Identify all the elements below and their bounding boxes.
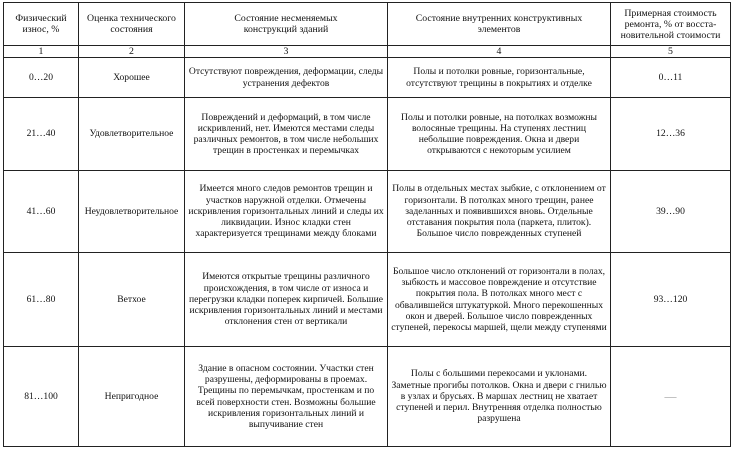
table-row [4, 347, 731, 447]
bearing-cell: Имеются открытые трещины различного происхождения, в том числе от износа и перегрузки кладки поперек кирпичей. Большие искривления горизонтальных линий и местами отклонения стен от вертикали [185, 253, 388, 347]
header-bearing: Состояние несменяемых конструкций зданий [185, 3, 388, 46]
table-row [4, 253, 731, 347]
rating-cell: Ветхое [79, 253, 185, 347]
column-number: 5 [611, 46, 731, 58]
bearing-cell: Имеется много следов ремонтов трещин и участков наружной отделки. Отмечены искривления горизонтальных линий и следы их ликвидации. Износ кладки стен характеризуется трещинами между блоками [185, 171, 388, 253]
bearing-cell: Повреждений и деформаций, в том числе искривлений, нет. Имеются местами следы различных ремонтов, в том числе небольших трещин в простенках и перемычках [185, 98, 388, 171]
wear-cell: 21…40 [4, 98, 79, 171]
internal-cell: Полы и потолки ровные, горизонтальные, отсутствуют трещины в покрытиях и отделке [388, 58, 611, 98]
wear-cell: 41…60 [4, 171, 79, 253]
cost-cell: 93…120 [611, 253, 731, 347]
column-number-row [4, 46, 731, 58]
cost-cell: 39…90 [611, 171, 731, 253]
column-number: 1 [4, 46, 79, 58]
bearing-cell: Здание в опасном состоянии. Участки стен разрушены, деформированы в проемах. Трещины по перемычкам, простенкам и по всей поверхности стен. Возможны большие искривления горизонтальных линий и выпучивание стен [185, 347, 388, 447]
table-row [4, 58, 731, 98]
column-number: 4 [388, 46, 611, 58]
cost-cell: — [611, 347, 731, 447]
header-wear: Физический износ, % [4, 3, 79, 46]
rating-cell: Хорошее [79, 58, 185, 98]
column-number: 3 [185, 46, 388, 58]
internal-cell: Полы с большими перекосами и уклонами. Заметные прогибы потолков. Окна и двери с гнилью в узлах и брусьях. В маршах лестниц не хватает ступеней и перил. Внутренняя отделка полностью разрушена [388, 347, 611, 447]
column-number: 2 [79, 46, 185, 58]
rating-cell: Удовлетворительное [79, 98, 185, 171]
wear-cell: 81…100 [4, 347, 79, 447]
wear-cell: 0…20 [4, 58, 79, 98]
internal-cell: Полы и потолки ровные, на потолках возможны волосяные трещины. На ступенях лестниц небольшие повреждения. Окна и двери открываются с некоторым усилием [388, 98, 611, 171]
header-rating: Оценка технического состояния [79, 3, 185, 46]
table-row [4, 171, 731, 253]
header-row [4, 3, 731, 46]
bearing-cell: Отсутствуют повреждения, деформации, следы устранения дефектов [185, 58, 388, 98]
wear-cell: 61…80 [4, 253, 79, 347]
rating-cell: Непригодное [79, 347, 185, 447]
header-cost: Примерная стоимость ремонта, % от восста- новительной стоимости [611, 3, 731, 46]
cost-cell: 0…11 [611, 58, 731, 98]
technical-condition-table [3, 2, 731, 447]
header-internal: Состояние внутренних конструктивных элементов [388, 3, 611, 46]
internal-cell: Большое число отклонений от горизонтали в полах, зыбкость и массовое повреждение и отсутствие покрытия пола. В потолках много мест с обвалившейся штукатуркой. Много перекошенных окон и дверей. Большое число поврежденных ступеней, перекосы маршей, щели между ступенями [388, 253, 611, 347]
table-row [4, 98, 731, 171]
rating-cell: Неудовлетворительное [79, 171, 185, 253]
cost-cell: 12…36 [611, 98, 731, 171]
internal-cell: Полы в отдельных местах зыбкие, с отклонением от горизонтали. В потолках много трещин, ранее заделанных и появившихся вновь. Отдельные отставания покрытия пола (паркета, плиток). Большое число поврежденных ступеней [388, 171, 611, 253]
